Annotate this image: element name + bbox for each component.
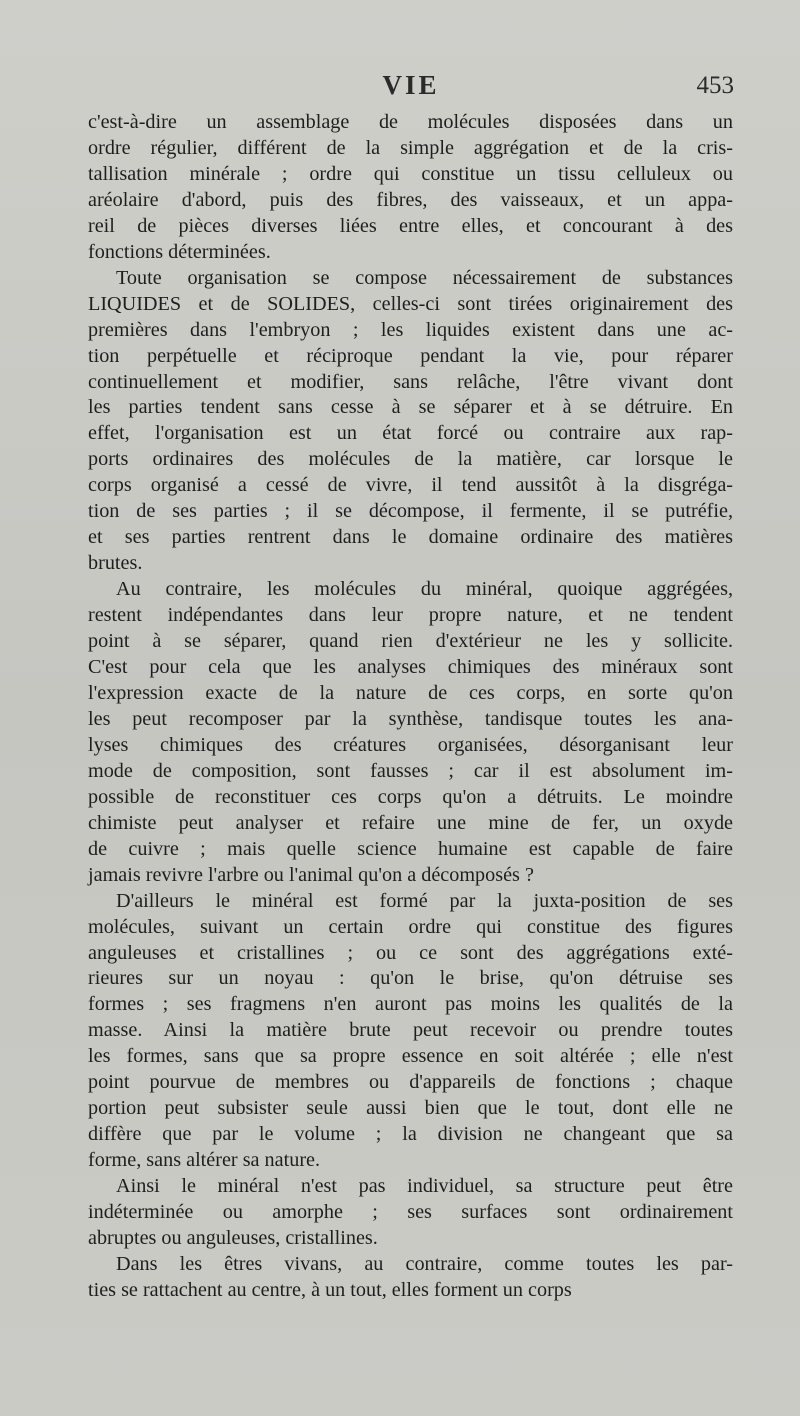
text-line: premières dans l'embryon ; les liquides existent dans une ac-: [88, 318, 733, 341]
paragraph: [88, 266, 733, 577]
text-line: D'ailleurs le minéral est formé par la juxta-position de ses: [116, 889, 733, 912]
page-header: [88, 70, 734, 110]
text-line: et ses parties rentrent dans le domaine ordinaire des matières: [88, 526, 733, 549]
text-line: indéterminée ou amorphe ; ses surfaces sont ordinairement: [88, 1201, 733, 1224]
text-line: tallisation minérale ; ordre qui constitue un tissu celluleux ou: [88, 162, 733, 185]
text-line: abruptes ou anguleuses, cristallines.: [88, 1226, 378, 1249]
text-line: Toute organisation se compose nécessairement de substances: [116, 266, 733, 289]
text-line: effet, l'organisation est un état forcé ou contraire aux rap-: [88, 422, 733, 445]
text-line: ordre régulier, différent de la simple aggrégation et de la cris-: [88, 136, 733, 159]
text-line: mode de composition, sont fausses ; car il est absolument im-: [88, 759, 733, 782]
text-line: LIQUIDES et de SOLIDES, celles-ci sont tirées originairement des: [88, 292, 733, 315]
text-line: molécules, suivant un certain ordre qui constitue des figures: [88, 915, 733, 938]
text-line: reil de pièces diverses liées entre elles, et concourant à des: [88, 214, 733, 237]
text-line: l'expression exacte de la nature de ces corps, en sorte qu'on: [88, 681, 733, 704]
page-number: 453: [696, 72, 734, 99]
paragraph: [88, 577, 733, 888]
text-line: ports ordinaires des molécules de la matière, car lorsque le: [88, 448, 733, 471]
text-line: restent indépendantes dans leur propre nature, et ne tendent: [88, 604, 733, 627]
text-line: formes ; ses fragmens n'en auront pas moins les qualités de la: [88, 993, 733, 1016]
text-line: chimiste peut analyser et refaire une mine de fer, un oxyde: [88, 811, 733, 834]
paragraph: [88, 889, 733, 1174]
text-line: tion de ses parties ; il se décompose, il fermente, il se putréfie,: [88, 500, 733, 523]
text-line: diffère que par le volume ; la division ne changeant que sa: [88, 1123, 733, 1146]
text-line: Ainsi le minéral n'est pas individuel, sa structure peut être: [116, 1175, 733, 1198]
text-line: Dans les êtres vivans, au contraire, comme toutes les par-: [116, 1252, 733, 1275]
text-line: ties se rattachent au centre, à un tout, elles forment un corps: [88, 1278, 572, 1301]
paragraph: [88, 110, 733, 266]
text-line: tion perpétuelle et réciproque pendant la vie, pour réparer: [88, 344, 733, 367]
text-line: masse. Ainsi la matière brute peut recevoir ou prendre toutes: [88, 1019, 733, 1042]
body-text: [88, 110, 733, 1304]
text-line: portion peut subsister seule aussi bien que le tout, dont elle ne: [88, 1097, 733, 1120]
running-title: VIE: [382, 70, 440, 100]
text-line: de cuivre ; mais quelle science humaine est capable de faire: [88, 837, 733, 860]
text-line: brutes.: [88, 552, 143, 575]
text-line: point pourvue de membres ou d'appareils de fonctions ; chaque: [88, 1071, 733, 1094]
text-line: c'est-à-dire un assemblage de molécules disposées dans un: [88, 111, 733, 133]
text-line: anguleuses et cristallines ; ou ce sont des aggrégations exté-: [88, 941, 733, 964]
text-line: C'est pour cela que les analyses chimiques des minéraux sont: [88, 656, 733, 679]
text-line: fonctions déterminées.: [88, 240, 271, 263]
text-line: aréolaire d'abord, puis des fibres, des vaisseaux, et un appa-: [88, 188, 733, 211]
text-line: les parties tendent sans cesse à se séparer et à se détruire. En: [88, 396, 733, 419]
paragraph: [88, 1252, 733, 1304]
text-line: jamais revivre l'arbre ou l'animal qu'on a décomposés ?: [88, 863, 534, 886]
text-line: Au contraire, les molécules du minéral, quoique aggrégées,: [116, 578, 733, 601]
text-line: les peut recomposer par la synthèse, tandisque toutes les ana-: [88, 707, 733, 730]
text-line: point à se séparer, quand rien d'extérieur ne les y sollicite.: [88, 630, 733, 653]
text-line: les formes, sans que sa propre essence en soit altérée ; elle n'est: [88, 1045, 733, 1068]
text-line: rieures sur un noyau : qu'on le brise, qu'on détruise ses: [88, 967, 733, 990]
paragraph: [88, 1174, 733, 1252]
text-line: possible de reconstituer ces corps qu'on a détruits. Le moindre: [88, 785, 733, 808]
text-line: corps organisé a cessé de vivre, il tend aussitôt à la disgréga-: [88, 474, 733, 497]
text-line: lyses chimiques des créatures organisées, désorganisant leur: [88, 733, 733, 756]
text-line: forme, sans altérer sa nature.: [88, 1149, 321, 1172]
text-line: continuellement et modifier, sans relâche, l'être vivant dont: [88, 370, 733, 393]
